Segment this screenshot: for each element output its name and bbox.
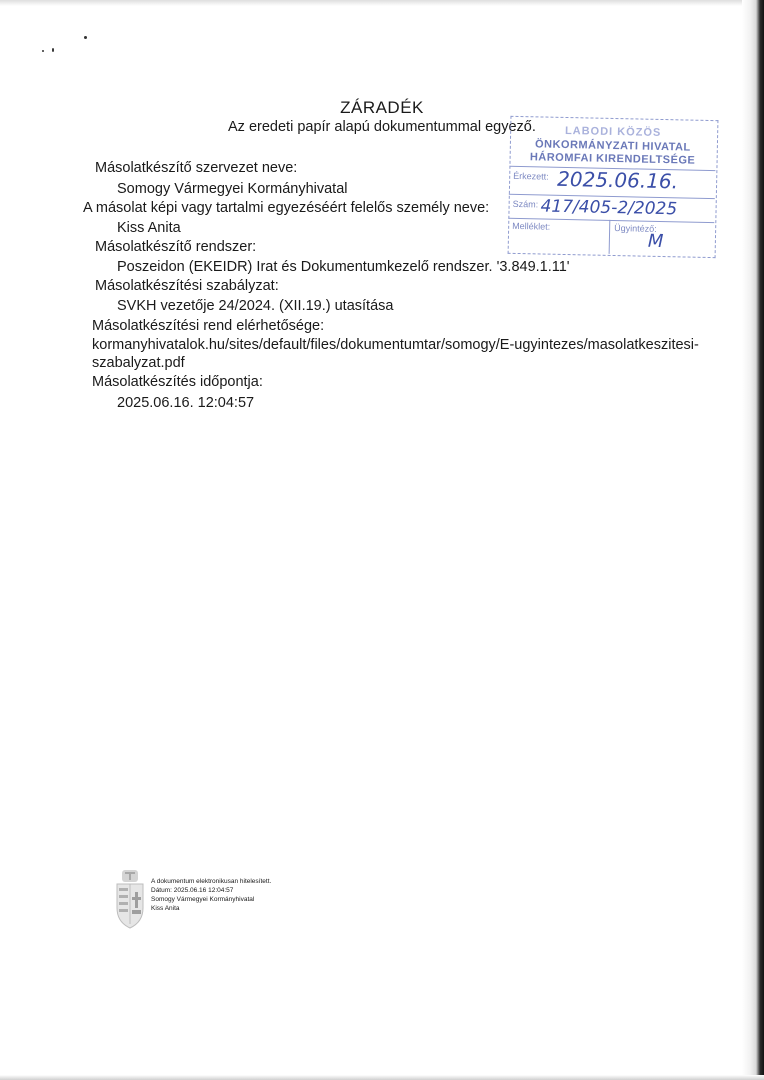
- field-label-system: Másolatkészítő rendszer:: [95, 239, 257, 255]
- field-value-copy-time: 2025.06.16. 12:04:57: [117, 395, 255, 411]
- registration-stamp: [508, 116, 721, 260]
- signature-certified-line: A dokumentum elektronikusan hitelesített.: [151, 878, 272, 885]
- scan-right-edge: [742, 0, 764, 1080]
- stamp-attachment-label: Melléklet:: [512, 220, 551, 232]
- field-value-policy: SVKH vezetője 24/2024. (XII.19.) utasítása: [117, 298, 394, 314]
- stamp-number-value: 417/405-2/2025: [540, 196, 678, 220]
- stamp-line-2: ÖNKORMÁNYZATI HIVATAL: [534, 138, 691, 154]
- scan-speck: [52, 48, 54, 52]
- field-label-policy-availability: Másolatkészítési rend elérhetősége:: [92, 318, 325, 334]
- stamp-line-1: LABODI KÖZÖS: [564, 124, 662, 139]
- stamp-received-value: 2025.06.16.: [556, 166, 679, 194]
- scan-speck: [84, 36, 87, 39]
- stamp-received-label: Érkezett:: [513, 170, 549, 182]
- field-value-policy-url-continued: szabalyzat.pdf: [92, 355, 185, 371]
- field-label-copy-time: Másolatkészítés időpontja:: [92, 374, 263, 390]
- scan-bottom-edge: [0, 1075, 764, 1080]
- stamp-line-3: HÁROMFAI KIRENDELTSÉGE: [529, 151, 696, 167]
- field-value-organization: Somogy Vármegyei Kormányhivatal: [117, 181, 348, 197]
- signature-name-line: Kiss Anita: [151, 905, 180, 912]
- coat-of-arms-icon: [113, 870, 147, 930]
- field-value-responsible-person: Kiss Anita: [117, 220, 181, 236]
- signature-date-line: Dátum: 2025.06.16 12:04:57: [151, 887, 234, 894]
- field-value-system: Poszeidon (EKEIDR) Irat és Dokumentumkezelő rendszer. '3.849.1.11': [117, 259, 570, 275]
- field-value-policy-url: kormanyhivatalok.hu/sites/default/files/dokumentumtar/somogy/E-ugyintezes/masolatkeszitesi-: [92, 337, 699, 353]
- field-label-responsible-person: A másolat képi vagy tartalmi egyezéséért felelős személy neve:: [83, 200, 490, 216]
- field-label-organization: Másolatkészítő szervezet neve:: [95, 160, 298, 176]
- document-subtitle: Az eredeti papír alapú dokumentummal egyező.: [228, 119, 536, 135]
- field-label-policy: Másolatkészítési szabályzat:: [95, 278, 279, 294]
- scan-speck: [42, 50, 44, 52]
- signature-organization-line: Somogy Vármegyei Kormányhivatal: [151, 896, 255, 903]
- document-title: ZÁRADÉK: [340, 98, 424, 117]
- scan-top-edge: [0, 0, 764, 6]
- stamp-number-label: Szám:: [512, 198, 539, 210]
- stamp-clerk-label: Ügyintéző:: [614, 223, 657, 234]
- stamp-clerk-initials: M: [647, 230, 664, 253]
